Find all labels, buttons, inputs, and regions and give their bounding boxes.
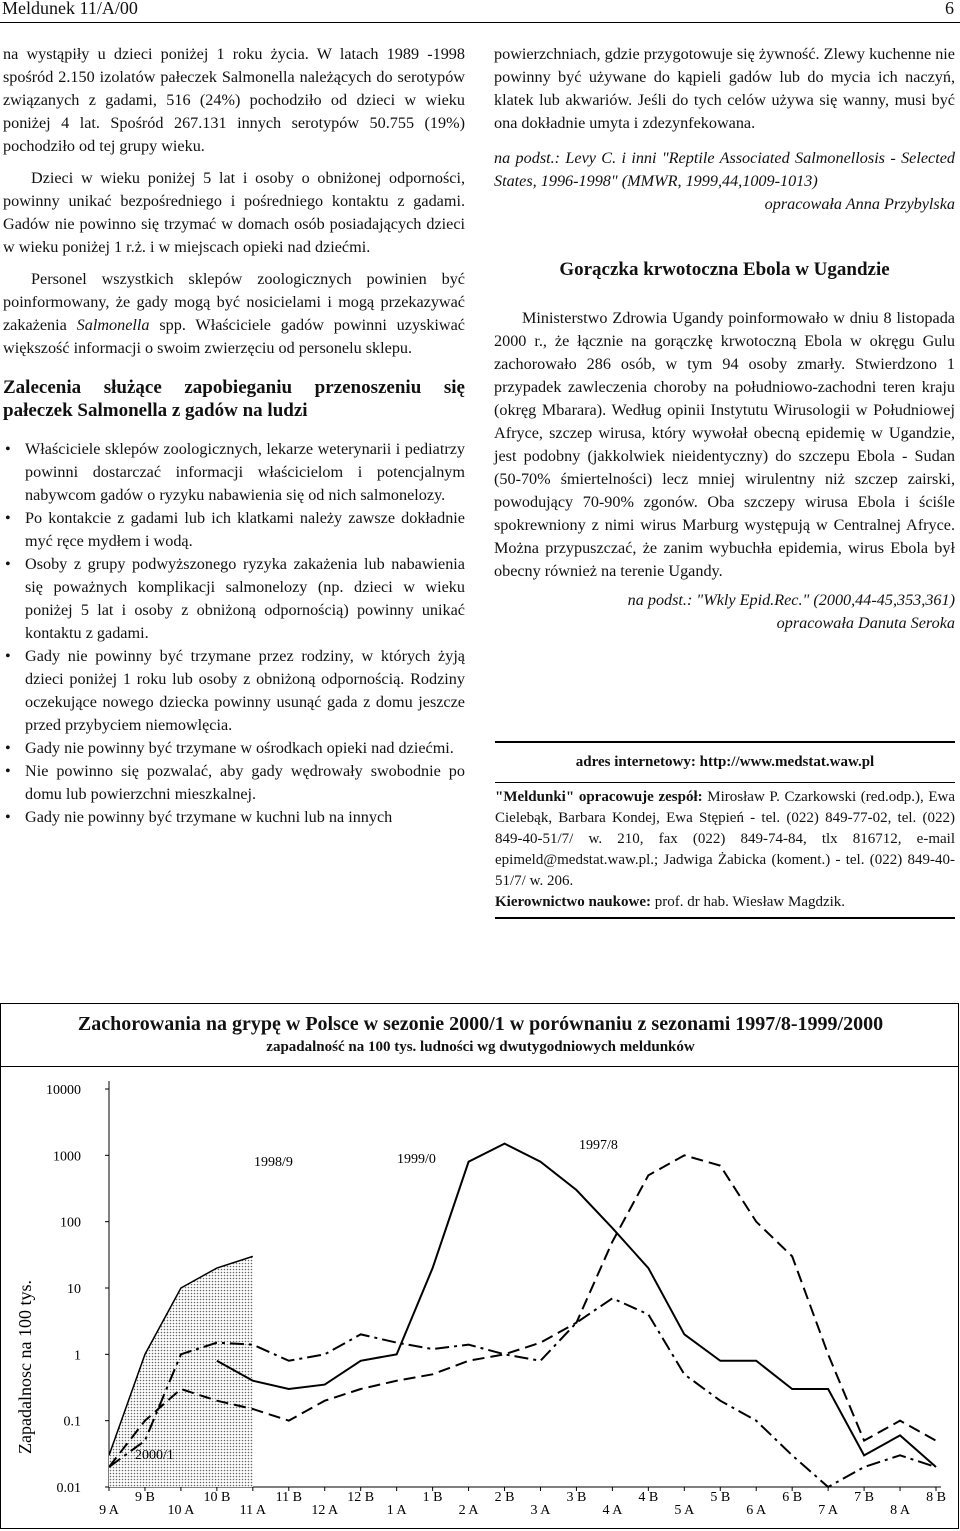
- x-tick-label-a: 9 A: [99, 1503, 119, 1518]
- x-tick-label-b: 11 B: [275, 1490, 302, 1505]
- ebola-heading: Gorączka krwotoczna Ebola w Ugandzie: [559, 259, 890, 280]
- x-tick-label-a: 7 A: [818, 1503, 839, 1518]
- influenza-chart-frame: [0, 1003, 959, 1529]
- header-rule: [0, 22, 960, 23]
- p3-text-c: spp. Właściciele gadów powinni uzyskiwać większość informacji o swoim zwierzęciu od personelu sklepu.: [3, 316, 465, 357]
- team-text: Mirosław P. Czarkowski (red.odp.), Ewa Cielebąk, Barbara Kondej, Ewa Stępień - tel. (022) 849-77-02, tel. (022) 849-40-51/7/ w. 210, fax (022) 849-74-84, tlx 816712, e-mail epimeld@medstat.waw.pl.; Jadwiga Żabicka (koment.) - tel. (022) 849-40-51/7/ w. 206.: [495, 789, 956, 889]
- list-item: • Osoby z grupy podwyższonego ryzyka zakażenia lub nabawienia się poważnych komplikacji salmonelozy (np. dzieci w wieku poniżej 5 lat i osoby z obniżoną odpornością) powinny unikać kontaktu z gadami.: [3, 553, 465, 645]
- y-tick-label: 0.1: [63, 1414, 81, 1430]
- infobox-top-rule: [495, 741, 955, 743]
- x-tick-label-b: 2 B: [494, 1490, 515, 1505]
- series-label-1997-8: 1997/8: [579, 1138, 618, 1153]
- list-item: • Gady nie powinny być trzymane przez rodziny, w których żyją dzieci poniżej 1 roku lub osoby z obniżoną odpornością. Rodziny oczekujące nowego dziecka powinny usunąć gada z domu jeszcze przed przybyciem niemowlęcia.: [3, 645, 465, 737]
- series-1998-9-line: [217, 1144, 936, 1467]
- paragraph-continued: powierzchniach, gdzie przygotowuje się żywność. Zlewy kuchenne nie powinny być używane do kąpieli gadów lub do mycia ich naczyń, klatek lub akwariów. Jeśli do tych celów używa się wanny, musi być ona dokładnie umyta i zdezynfekowana.: [494, 45, 955, 132]
- x-tick-label-a: 8 A: [890, 1503, 910, 1518]
- x-tick-label-a: 10 A: [167, 1503, 195, 1518]
- chart-subtitle: zapadalność na 100 tys. ludności wg dwutygodniowych meldunków: [266, 1039, 695, 1055]
- website-address: adres internetowy: http://www.medstat.waw.pl: [575, 754, 875, 770]
- publication-title: Meldunek 11/A/00: [2, 0, 138, 18]
- x-tick-label-a: 3 A: [530, 1503, 551, 1518]
- editorial-infobox: [495, 752, 955, 913]
- series-label-1999-0: 1999/0: [397, 1152, 436, 1167]
- x-tick-label-a: 1 A: [386, 1503, 407, 1518]
- left-column: [3, 43, 465, 829]
- paragraph-3: [3, 268, 465, 360]
- author-1: opracowała Anna Przybylska: [764, 195, 955, 213]
- x-tick-label-b: 6 B: [782, 1490, 803, 1505]
- p3-text-a: Personel wszystkich sklepów zoologicznych powinien być poinformowany, że gady mogą być nosicielami i mogą przekazywać zakażenia: [3, 270, 465, 334]
- infobox-mid-rule: [495, 782, 955, 783]
- list-item: • Nie powinno się pozwalać, aby gady wędrowały swobodnie po domu lub powierzchni mieszkalnej.: [3, 760, 465, 806]
- paragraph-1: na wystąpiły u dzieci poniżej 1 roku życia. W latach 1989 -1998 spośród 2.150 izolatów pałeczek Salmonella należących do serotypów związanych z gadami, 516 (24%) pochodziło od dzieci w wieku poniżej 4 lat. Spośród 267.131 innych serotypów 50.755 (19%) pochodziło od tej grupy wieku.: [3, 45, 465, 155]
- x-tick-label-b: 7 B: [854, 1490, 875, 1505]
- ebola-paragraph: Ministerstwo Zdrowia Ugandy poinformowało w dniu 8 listopada 2000 r., że łącznie na gorączkę krwotoczną Ebola w okręgu Gulu zachorowało 286 osób, w tym 94 osoby zmarły. Stwierdzono 1 przypadek zawleczenia choroby na południowo-zachodni teren kraju (okręg Mbarara). Według opinii Instytutu Wirusologii w Południowej Afryce, szczep wirusa, który wywołał obecną epidemię w Ugandzie, jest podobny (jakkolwiek nieidentyczny) do szczepu Ebola - Sudan (50-70% śmiertelności) lecz mniej wirulentny niż szczep zairski, powodujący 70-90% zgonów. Oba szczepy wirusa Ebola i ściśle spokrewniony z nimi wirus Marburg występują w Centralnej Afryce. Można przypuszczać, że zanim wybuchła epidemia, wirus Ebola był obecny również na terenie Ugandy.: [494, 309, 955, 580]
- influenza-line-chart: [1, 1067, 958, 1527]
- y-tick-label: 100: [60, 1215, 81, 1231]
- list-item: • Gady nie powinny być trzymane w ośrodkach opieki nad dziećmi.: [3, 737, 465, 760]
- page-number: 6: [945, 0, 954, 18]
- y-tick-label: 1000: [53, 1149, 81, 1165]
- recommendations-heading: Zalecenia służące zapobieganiu przenoszeniu się pałeczek Salmonella z gadów na ludzi: [3, 377, 465, 421]
- y-tick-label: 10000: [46, 1083, 81, 1098]
- y-axis-title: Zapadalnosc na 100 tys.: [15, 1280, 35, 1454]
- list-item: • Po kontakcie z gadami lub ich klatkami należy zawsze dokładnie myć ręce mydłem i wodą.: [3, 507, 465, 553]
- x-tick-label-b: 4 B: [638, 1490, 659, 1505]
- series-label-1998-9: 1998/9: [254, 1155, 293, 1170]
- x-tick-label-b: 5 B: [710, 1490, 731, 1505]
- x-tick-label-b: 9 B: [135, 1490, 155, 1505]
- x-tick-label-a: 4 A: [602, 1503, 623, 1518]
- x-tick-label-a: 2 A: [458, 1503, 479, 1518]
- x-tick-label-b: 3 B: [566, 1490, 587, 1505]
- x-tick-label-b: 8 B: [926, 1490, 946, 1505]
- source-citation-2: na podst.: "Wkly Epid.Rec." (2000,44-45,353,361): [627, 591, 955, 609]
- editorial-team: [495, 787, 955, 892]
- chart-title: Zachorowania na grypę w Polsce w sezonie 2000/1 w porównaniu z sezonami 1997/8-1999/2000: [77, 1013, 884, 1035]
- management-label: Kierownictwo naukowe:: [495, 894, 651, 910]
- y-tick-label: 0.01: [56, 1481, 81, 1496]
- x-tick-label-b: 1 B: [422, 1490, 443, 1505]
- infobox-bottom-rule: [495, 917, 955, 919]
- source-citation-1: na podst.: Levy C. i inni "Reptile Associated Salmonellosis - Selected States, 1996-1998" (MMWR, 1999,44,1009-1013): [494, 149, 955, 190]
- x-tick-label-a: 5 A: [674, 1503, 695, 1518]
- x-tick-label-b: 12 B: [347, 1490, 375, 1505]
- list-item: • Właściciele sklepów zoologicznych, lekarze weterynarii i pediatrzy powinni dostarczać informacji właścicielom i potencjalnym nabywcom gadów o ryzyku nabawienia się od nich salmonelozy.: [3, 438, 465, 507]
- list-item: • Gady nie powinny być trzymane w kuchni lub na innych: [3, 806, 465, 829]
- series-label-2000-1: 2000/1: [134, 1448, 174, 1464]
- recommendations-list: [3, 438, 465, 829]
- x-tick-label-b: 10 B: [203, 1490, 231, 1505]
- management-text: prof. dr hab. Wiesław Magdzik.: [654, 894, 846, 910]
- right-column: [494, 43, 955, 635]
- scientific-management: [495, 892, 955, 913]
- x-tick-label-a: 11 A: [239, 1503, 266, 1518]
- y-tick-label: 10: [67, 1282, 81, 1297]
- author-2: opracowała Danuta Seroka: [776, 614, 955, 632]
- x-tick-label-a: 6 A: [746, 1503, 767, 1518]
- y-tick-label: 1: [74, 1348, 81, 1364]
- p3-text-italic: Salmonella: [76, 316, 150, 334]
- paragraph-2: Dzieci w wieku poniżej 5 lat i osoby o obniżonej odporności, powinny unikać bezpośredniego i pośredniego kontaktu z gadami. Gadów nie powinno się trzymać w domach osób posiadających dzieci w wieku poniżej 1 r.ż. i w miejscach opieki nad dziećmi.: [3, 169, 465, 256]
- team-label: "Meldunki" opracowuje zespół:: [495, 789, 703, 805]
- x-tick-label-a: 12 A: [311, 1503, 339, 1518]
